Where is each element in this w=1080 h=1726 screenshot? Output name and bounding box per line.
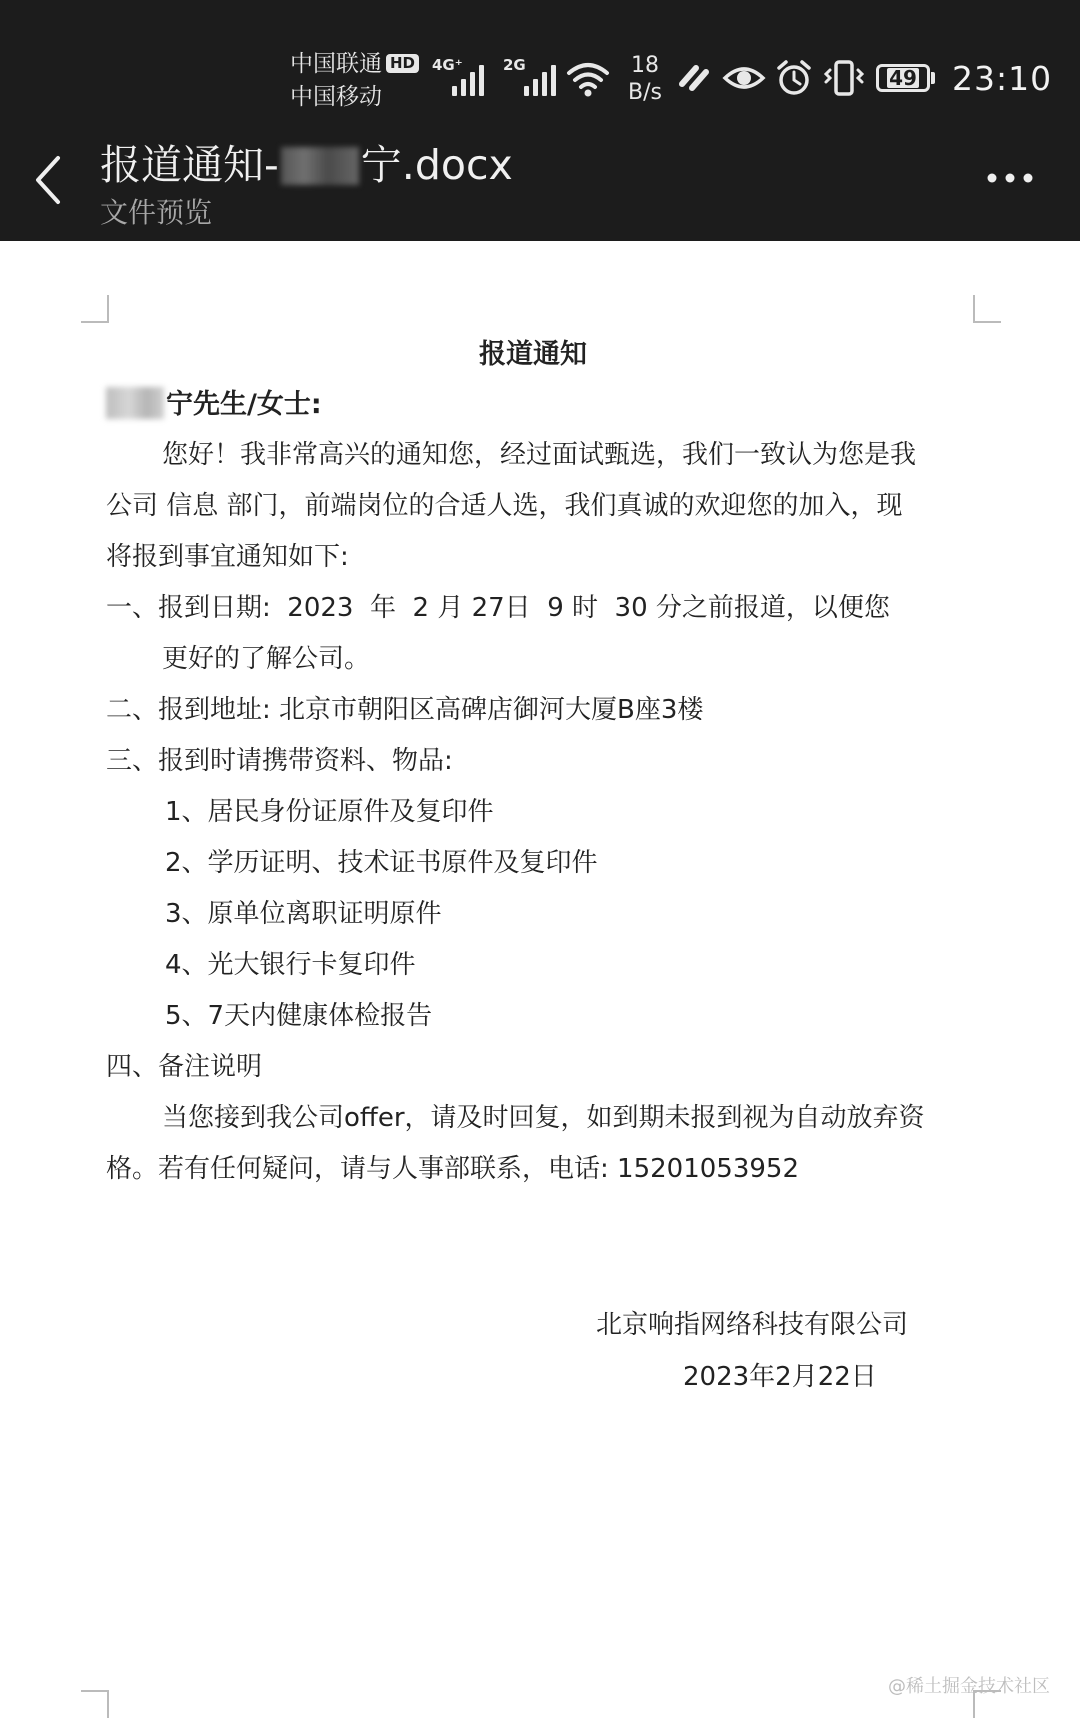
signal-4g-icon: [452, 62, 484, 96]
remarks-line: 当您接到我公司offer，请及时回复，如到期未报到视为自动放弃资: [162, 1103, 925, 1133]
material-item: 4、光大银行卡复印件: [165, 950, 416, 980]
more-horizontal-icon[interactable]: [985, 170, 1035, 186]
battery-tip: [931, 72, 935, 84]
clock: 23:10: [952, 59, 1053, 98]
link-icon: [674, 58, 714, 98]
carrier-1: 中国联通: [290, 51, 382, 77]
paragraph-line: 将报到事宜通知如下:: [106, 542, 349, 572]
battery-icon: [876, 64, 930, 92]
remarks-line: 格。若有任何疑问，请与人事部联系，电话: 15201053952: [106, 1154, 799, 1184]
remarks-heading: 四、备注说明: [106, 1052, 263, 1082]
network-2-label: 2G: [503, 56, 526, 74]
greeting-text: 宁先生/女士:: [166, 389, 322, 420]
report-date-item: 一、报到日期: 2023 年 2 月 27日 9 时 30 分之前报道，以便您: [106, 593, 890, 623]
carrier-2: 中国移动: [290, 84, 382, 110]
document-subtitle: 文件预览: [100, 196, 213, 229]
network-1-label: 4G⁺: [432, 56, 463, 74]
speed-value: 18: [631, 53, 659, 78]
page-corner-mark: [973, 295, 1001, 323]
battery-level: 49: [889, 66, 917, 90]
paragraph-line: 公司 信息 部门，前端岗位的合适人选，我们真诚的欢迎您的加入，现: [106, 491, 903, 521]
chevron-left-icon[interactable]: [28, 150, 68, 210]
title-prefix: 报道通知-: [100, 141, 279, 189]
material-item: 3、原单位离职证明原件: [165, 899, 442, 929]
alarm-icon: [774, 58, 814, 98]
vibrate-icon: [822, 58, 866, 98]
document-heading: 报道通知: [479, 339, 587, 370]
network-speed: [623, 52, 667, 106]
material-item: 5、7天内健康体检报告: [165, 1001, 433, 1031]
title-suffix: 宁.docx: [360, 141, 513, 189]
eye-icon: [722, 58, 766, 98]
signature-date: 2023年2月22日: [683, 1362, 877, 1392]
speed-unit: B/s: [628, 80, 662, 105]
material-item: 2、学历证明、技术证书原件及复印件: [165, 848, 598, 878]
material-item: 1、居民身份证原件及复印件: [165, 797, 494, 827]
status-bar: [0, 0, 1080, 120]
carrier-info: [290, 48, 419, 114]
report-address-item: 二、报到地址: 北京市朝阳区高碑店御河大厦B座3楼: [106, 695, 704, 725]
watermark: @稀土掘金技术社区: [888, 1676, 1050, 1697]
wifi-icon: [566, 60, 610, 98]
materials-heading: 三、报到时请携带资料、物品:: [106, 746, 453, 776]
top-bar: [0, 0, 1080, 241]
redacted-name: [106, 387, 164, 419]
document-title: [100, 140, 513, 190]
report-date-continuation: 更好的了解公司。: [162, 644, 371, 674]
company-signature: 北京响指网络科技有限公司: [596, 1310, 909, 1340]
greeting: [106, 379, 976, 430]
redacted-name: [281, 147, 359, 185]
page-corner-mark: [81, 295, 109, 323]
paragraph-line: 您好！我非常高兴的通知您，经过面试甄选，我们一致认为您是我: [162, 440, 917, 470]
hd-badge: HD: [386, 54, 419, 73]
document-preview: [106, 333, 976, 1195]
page-corner-mark: [81, 1690, 109, 1718]
signal-2g-icon: [524, 62, 556, 96]
